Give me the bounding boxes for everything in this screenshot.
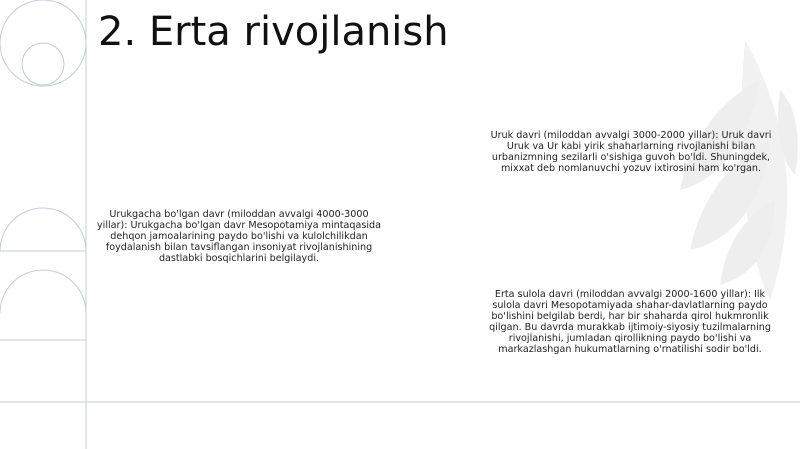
text-block-uruk: Uruk davri (miloddan avvalgi 3000-2000 yillar): Uruk davri Uruk va Ur kabi yirik shaharlarning rivojlanishi bilan urbanizmning sezilarli o'sishiga guvoh bo'ldi. Shuningdek, mixxat deb nomlanuvchi yozuv ixtirosini ham ko'rgan. (490, 130, 772, 174)
text-block-early-dynastic: Erta sulola davri (miloddan avvalgi 2000-1600 yillar): Ilk sulola davri Mesopotamiyada shahar-davlatlarning paydo bo'lishini belgilab berdi, har bir shaharda qirol hukmronlik qilgan. Bu davrda murakkab ijtimoiy-siyosiy tuzilmalarning rivojlanishi, jumladan qirollikning paydo bo'lishi va markazlashgan hukumatlarning o'rnatilishi sodir bo'ldi. (489, 289, 771, 355)
decor-arch-upper (0, 208, 86, 251)
decor-arch-lower (0, 270, 86, 340)
decor-circle-small (22, 43, 64, 85)
slide-title: 2. Erta rivojlanish (98, 9, 449, 55)
text-block-pre-uruk: Urukgacha bo'lgan davr (miloddan avvalgi 4000-3000 yillar): Urukgacha bo'lgan davr Mesopotamiya mintaqasida dehqon jamoalarining paydo bo'lishi va kulolchilikdan foydalanish bilan tavsiflangan insoniyat rivojlanishining dastlabki bosqichlarini belgilaydi. (97, 209, 381, 264)
